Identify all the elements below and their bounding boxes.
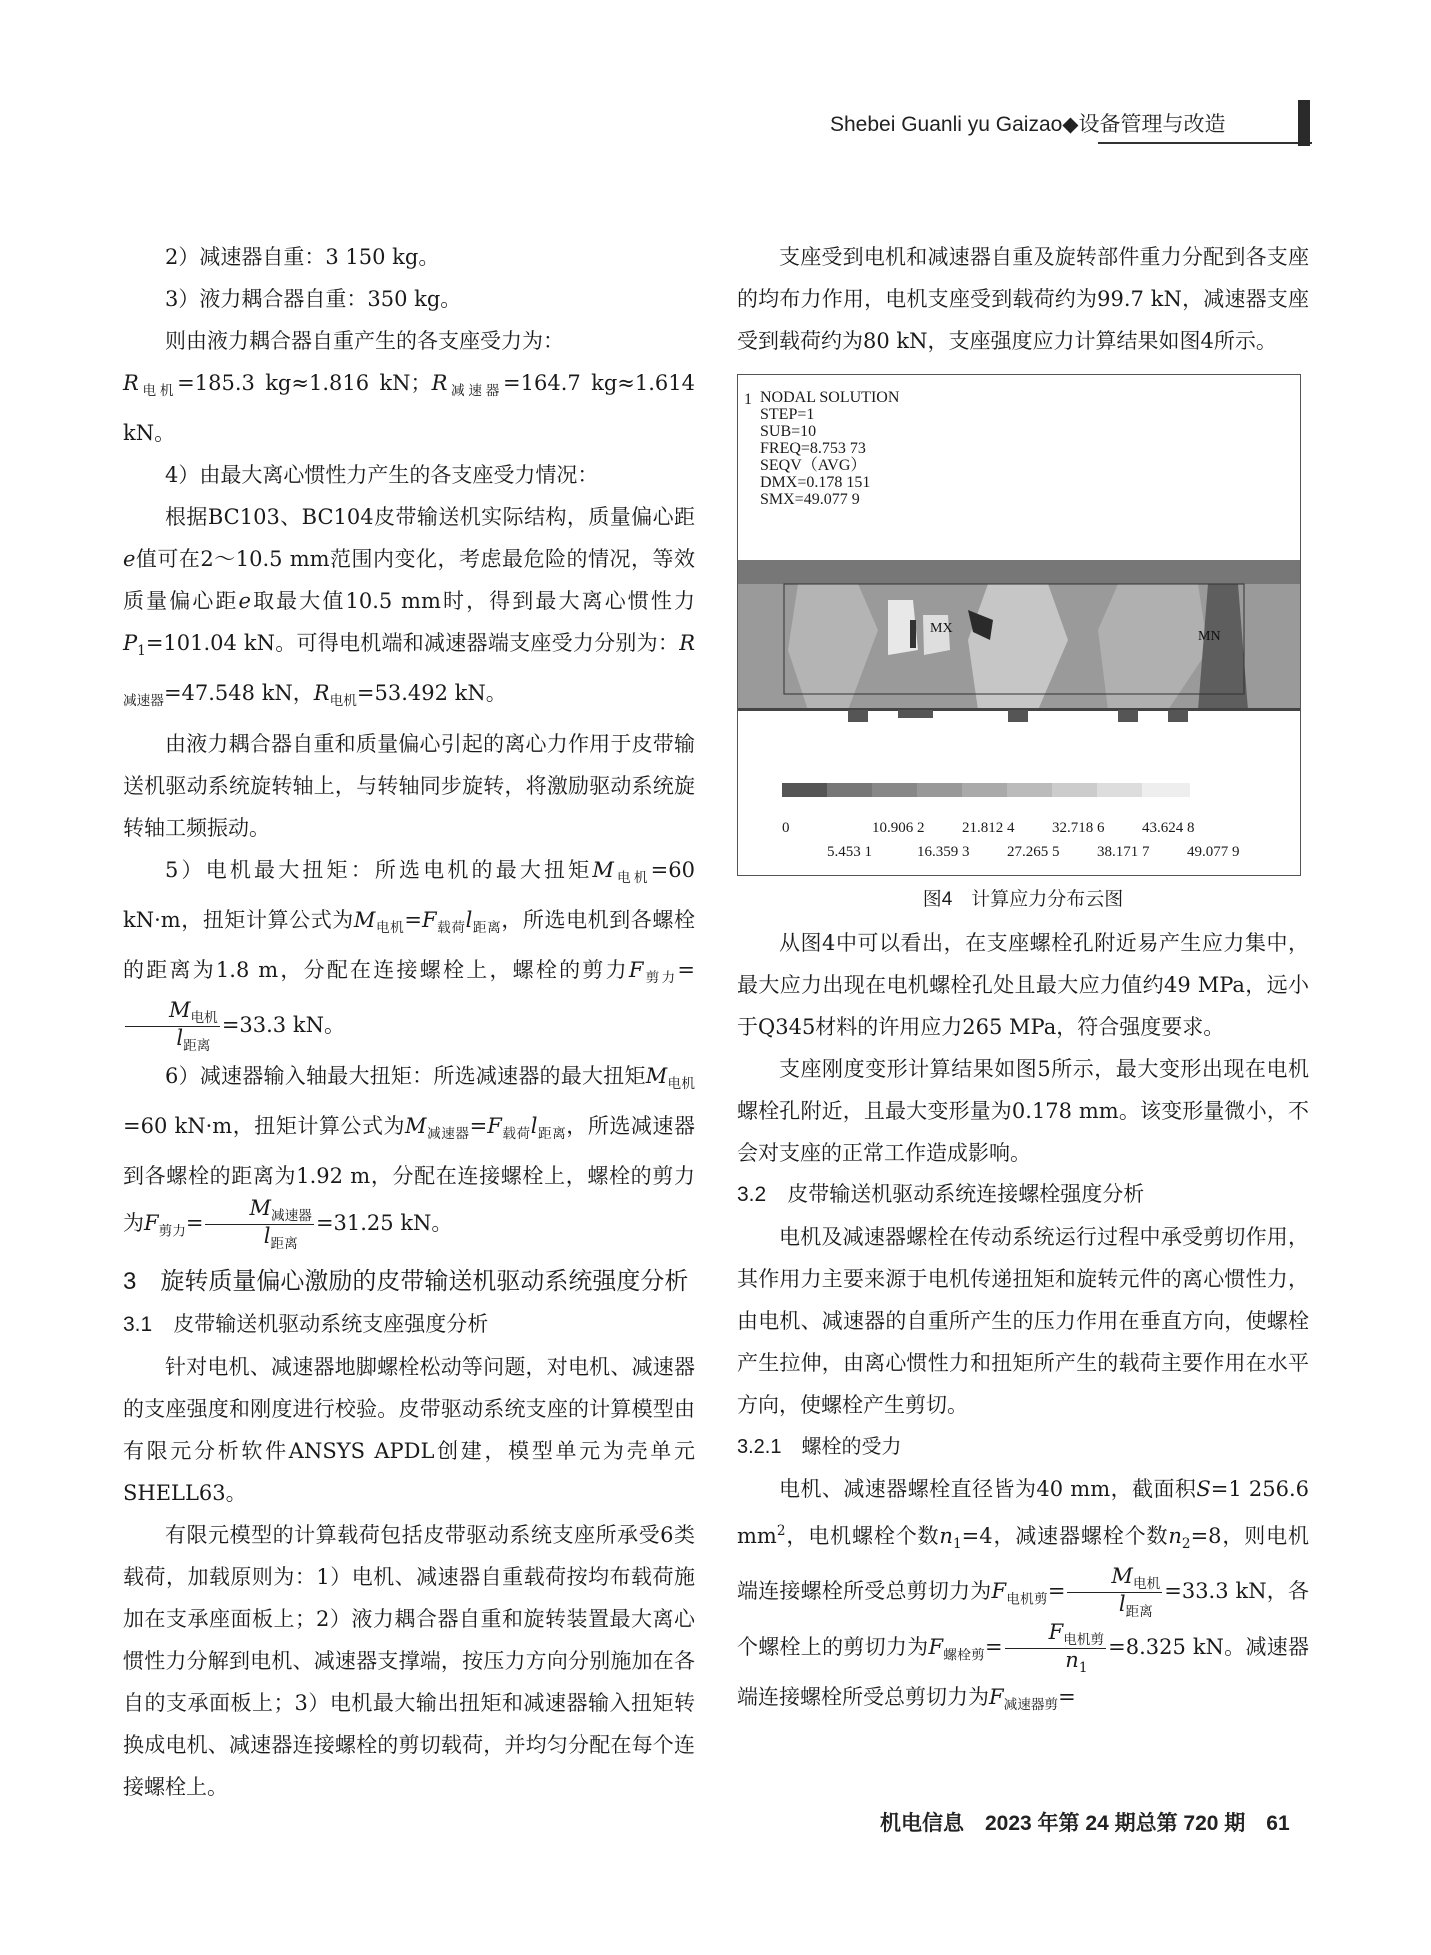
stress-contour-plot — [738, 560, 1300, 745]
figure-caption: 图4 计算应力分布云图 — [922, 889, 1124, 910]
subsection-heading: 3.2 皮带输送机驱动系统连接螺栓强度分析 — [737, 1183, 1145, 1206]
subsection-heading: 3.1 皮带输送机驱动系统支座强度分析 — [123, 1313, 489, 1337]
paragraph: 根据BC103、BC104皮带输送机实际结构，质量偏心距e值可在2～10.5 mm范围内变化，考虑最危险的情况，等效质量偏心距e取最大值10.5 mm时，得到最大离心惯性力$P_1=101.04$ kN。可得电机端和减速器端支座受力分别为：$R_{减速器}=47.548$ kN，$R_{电机}=53.492$ kN。 — [123, 505, 696, 710]
paragraph: 4）由最大离心惯性力产生的各支座受力情况： — [165, 463, 599, 488]
running-header: Shebei Guanli yu Gaizao◆设备管理与改造 — [830, 113, 1226, 136]
paragraph: $R_{电机}=185.3$ kg≈1.816 kN；$R_{减速器}=164.7$ kg≈1.614 kN。 — [123, 371, 695, 446]
left-column — [123, 236, 695, 1808]
max-marker-label: MX — [930, 621, 953, 636]
paragraph: 电机及减速器螺栓在传动系统运行过程中承受剪切作用，其作用力主要来源于电机传递扭矩和旋转元件的离心惯性力，由电机、减速器的自重所产生的压力作用在垂直方向，使螺栓产生拉伸，由离心惯性力和扭矩所产生的载荷主要作用在水平方向，使螺栓产生剪切。 — [737, 1225, 1309, 1417]
color-legend-bar — [782, 783, 1190, 797]
paragraph: 有限元模型的计算载荷包括皮带驱动系统支座所承受6类载荷，加载原则为：1）电机、减速器自重载荷按均布载荷施加在支承座面板上；2）液力耦合器自重和旋转装置最大离心惯性力分解到电机、减速器支撑端，按压力方向分别施加在各自的支承面板上；3）电机最大输出扭矩和减速器输入扭矩转换成电机、减速器连接螺栓的剪切载荷，并均匀分配在每个连接螺栓上。 — [123, 1523, 695, 1800]
paragraph: 由液力耦合器自重和质量偏心引起的离心力作用于皮带输送机驱动系统旋转轴上，与转轴同步旋转，将激励驱动系统旋转轴工频振动。 — [123, 731, 695, 840]
header-rule — [1098, 142, 1312, 144]
section-heading: 3 旋转质量偏心激励的皮带输送机驱动系统强度分析 — [123, 1268, 689, 1296]
min-marker-label: MN — [1198, 629, 1221, 644]
paragraph: 6）减速器输入轴最大扭矩：所选减速器的最大扭矩$M_{电机}=60$ kN·m，扭矩计算公式为$M_{减速器}=F_{载荷}l_{距离}$，所选减速器到各螺栓的距离为1.92 m，分配在连接螺栓上，螺栓的剪力为$F_{剪力}=$ $\frac{M_{减速器}}{l_{距离}}$ =31.25 kN。 — [123, 1063, 695, 1253]
paragraph: 支座刚度变形计算结果如图5所示，最大变形出现在电机螺栓孔附近，且最大变形量为0.178 mm。该变形量微小，不会对支座的正常工作造成影响。 — [737, 1057, 1309, 1165]
paragraph: 支座受到电机和减速器自重及旋转部件重力分配到各支座的均布力作用，电机支座受到载荷约为99.7 kN，减速器支座受到载荷约为80 kN，支座强度应力计算结果如图4所示。 — [737, 245, 1309, 353]
paragraph: 则由液力耦合器自重产生的各支座受力为： — [165, 329, 564, 353]
stress-contour-figure: 1 NODAL SOLUTION STEP=1 SUB=10 FREQ=8.753 73 SEQV（AVG） DMX=0.178 151 SMX=49.077 9 MX MN 0 10.906 2 21.812 4 32.718 6 43.624 8 5.453 1 16.359 3 27.265 5 38.171 7 49.077 9 — [737, 374, 1301, 876]
right-column — [737, 236, 1309, 1726]
paragraph: 针对电机、减速器地脚螺栓松动等问题，对电机、减速器的支座强度和刚度进行校验。皮带驱动系统支座的计算模型由有限元分析软件ANSYS APDL创建，模型单元为壳单元SHELL63。 — [123, 1355, 695, 1506]
fraction: $\frac{M_{电机}}{l_{距离}}$ — [125, 999, 220, 1054]
paragraph: 2）减速器自重：3 150 kg。 — [165, 245, 440, 269]
paragraph: 3）液力耦合器自重：350 kg。 — [165, 287, 462, 311]
paragraph: 5）电机最大扭矩：所选电机的最大扭矩$M_{电机}=60$ kN·m，扭矩计算公式为$M_{电机}=F_{载荷}l_{距离}$，所选电机到各螺栓的距离为1.8 m，分配在连接螺栓上，螺栓的剪力$F_{剪力}=$ $\frac{M_{电机}}{l_{距离}}$ =33.3 kN。 — [123, 857, 695, 1055]
paragraph: 电机、减速器螺栓直径皆为40 mm，截面积S=1 256.6 $mm^2$，电机螺栓个数$n_1=4$，减速器螺栓个数$n_2=8$，则电机端连接螺栓所受总剪切力为$F_{电机剪}=$ $\frac{M_{电机}}{l_{距离}}$ =33.3 kN，各个螺栓上的剪切力为$F_{螺栓剪}=$ $\frac{F_{电机剪}}{n_1}$ =8.325 kN。减速器端连接螺栓所受总剪切力为$F_{减速器剪}=$ — [737, 1477, 1309, 1714]
subsubsection-heading: 3.2.1 螺栓的受力 — [737, 1436, 902, 1458]
fraction: $\frac{M_{电机}}{l_{距离}}$ — [1067, 1565, 1162, 1620]
fraction: $\frac{M_{减速器}}{l_{距离}}$ — [205, 1197, 313, 1252]
figure-window-number: 1 — [744, 391, 752, 408]
figure-solution-info: NODAL SOLUTION STEP=1 SUB=10 FREQ=8.753 73 SEQV（AVG） DMX=0.178 151 SMX=49.077 9 — [760, 389, 900, 508]
header-bar — [1298, 100, 1310, 146]
fraction: $\frac{F_{电机剪}}{n_1}$ — [1005, 1621, 1107, 1676]
paragraph: 从图4中可以看出，在支座螺栓孔附近易产生应力集中，最大应力出现在电机螺栓孔处且最大应力值约49 MPa，远小于Q345材料的许用应力265 MPa，符合强度要求。 — [737, 931, 1309, 1039]
page-footer: 机电信息 2023 年第 24 期总第 720 期 61 — [880, 1812, 1290, 1835]
